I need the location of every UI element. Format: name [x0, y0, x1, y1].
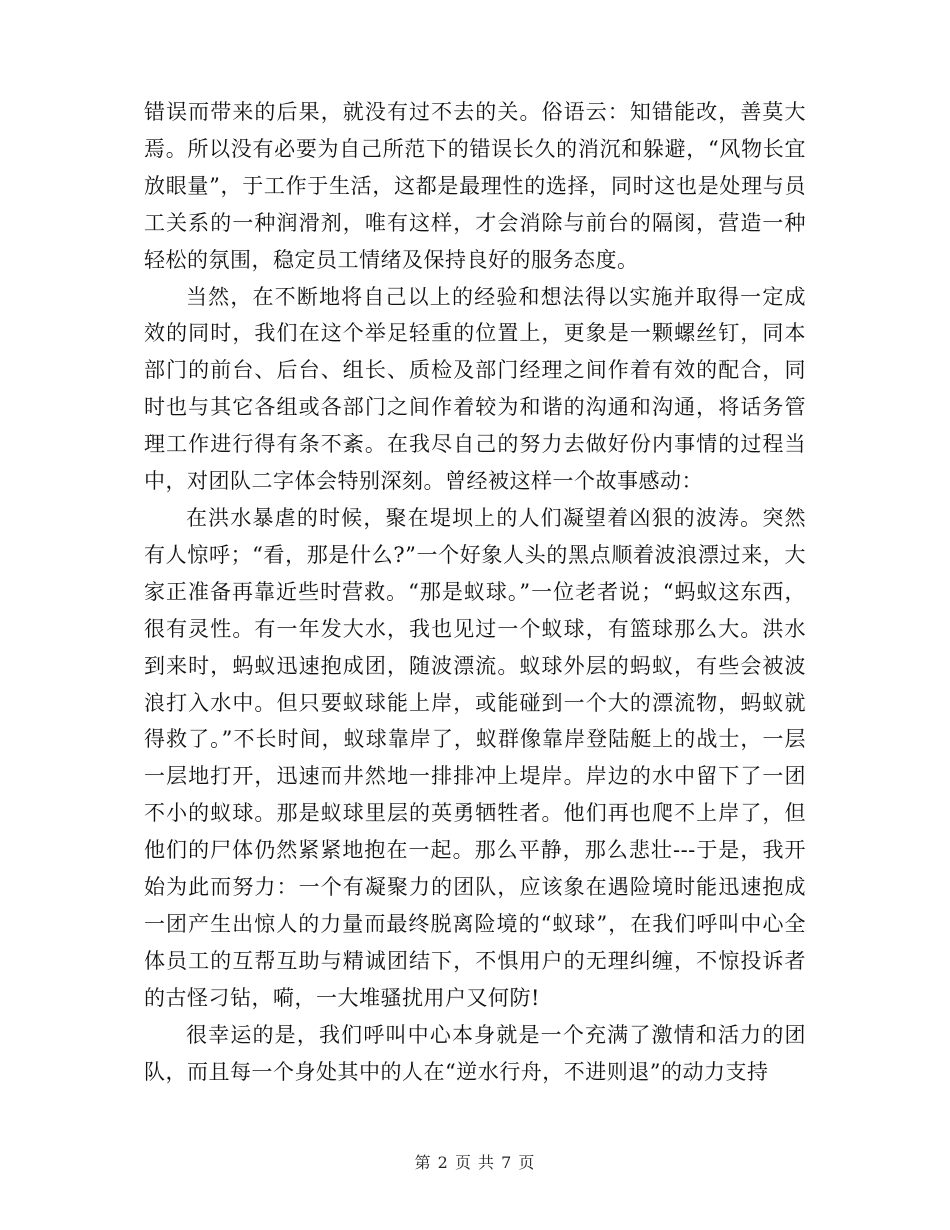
page-number-footer: 第 2 页 共 7 页 [414, 1153, 536, 1172]
paragraph-ant-story: 在洪水暴虐的时候，聚在堤坝上的人们凝望着凶狠的波涛。突然有人惊呼；“看，那是什么?”一个好象人头的黑点顺着波浪漂过来，大家正准备再靠近些时营救。“那是蚁球。”一位老者说；“蚂蚁这东西，很有灵性。有一年发大水，我也见过一个蚁球，有篮球那么大。洪水到来时，蚂蚁迅速抱成团，随波漂流。蚁球外层的蚂蚁，有些会被波浪打入水中。但只要蚁球能上岸，或能碰到一个大的漂流物，蚂蚁就得救了。”不长时间，蚁球靠岸了，蚁群像靠岸登陆艇上的战士，一层一层地打开，迅速而井然地一排排冲上堤岸。岸边的水中留下了一团不小的蚁球。那是蚁球里层的英勇牺牲者。他们再也爬不上岸了，但他们的尸体仍然紧紧地抱在一起。那么平静，那么悲壮---于是，我开始为此而努力：一个有凝聚力的团队，应该象在遇险境时能迅速抱成一团产生出惊人的力量而最终脱离险境的“蚁球”，在我们呼叫中心全体员工的互帮互助与精诚团结下，不惧用户的无理纠缠，不惊投诉者的古怪刁钻，嗬，一大堆骚扰用户又何防! [144, 505, 806, 1010]
paragraph-teamwork: 当然，在不断地将自己以上的经验和想法得以实施并取得一定成效的同时，我们在这个举足轻重的位置上，更象是一颗螺丝钉，同本部门的前台、后台、组长、质检及部门经理之间作着有效的配合，同时也与其它各组或各部门之间作着较为和谐的沟通和沟通，将话务管理工作进行得有条不紊。在我尽自己的努力去做好份内事情的过程当中，对团队二字体会特别深刻。曾经被这样一个故事感动： [144, 284, 806, 494]
paragraph-call-center: 很幸运的是，我们呼叫中心本身就是一个充满了激情和活力的团队，而且每一个身处其中的人在“逆水行舟，不进则退”的动力支持 [144, 1022, 806, 1084]
document-body [144, 94, 806, 1090]
paragraph-continuation: 错误而带来的后果，就没有过不去的关。俗语云：知错能改，善莫大焉。所以没有必要为自己所范下的错误长久的消沉和躲避，“风物长宜放眼量”，于工作于生活，这都是最理性的选择，同时这也是处理与员工关系的一种润滑剂，唯有这样，才会消除与前台的隔阂，营造一种轻松的氛围，稳定员工情绪及保持良好的服务态度。 [144, 100, 806, 272]
